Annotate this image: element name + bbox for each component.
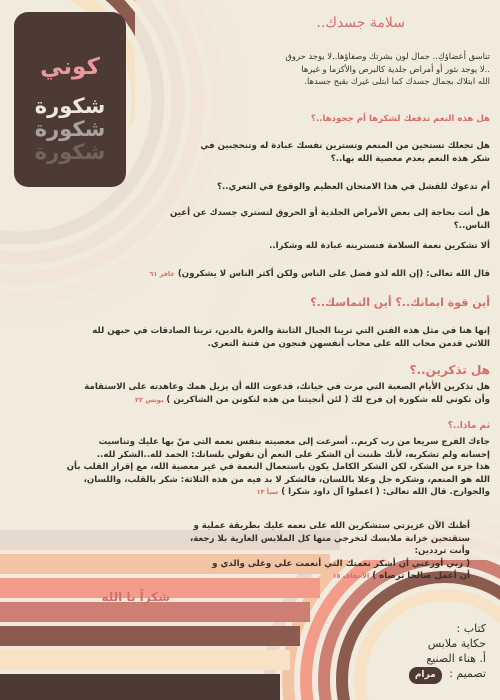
title-panel (14, 12, 126, 187)
paragraph-4-line: ( ربي أوزعني أن أشكر نعمتك التي أنعمت علي وعلى والدي و (212, 558, 470, 569)
paragraph-4-line (10, 570, 470, 583)
intro-line: تناسق أعضاؤكِ.. جمال لون بشرتك وصفاؤها..لا يوجد حروق (285, 51, 490, 61)
designer-badge: مرام (409, 667, 442, 684)
intro-line: الله ابتلاك بجمال جسدك كما ابتلى غيرك بقبح جسدها. (304, 76, 490, 87)
question-5: ألا تشكرين نعمة السلامة فتسترينه عبادة لله وشكرا.. (269, 241, 490, 251)
design-label: تصميم : (449, 667, 486, 680)
paragraph-4-line: وأنت ترددين: (414, 546, 470, 557)
credits (409, 621, 486, 684)
paragraph-3-text: والجوارح. قال الله تعالى: ( اعملوا آل داود شكرا ) (281, 487, 490, 498)
intro-paragraph (150, 50, 490, 88)
paragraph-2-ref: يونس ٢٢ (135, 395, 164, 404)
paragraph-4-line: ستقتحين خزانة ملابسك لتخرجي منها كل الملابس العارية بلا رجعة، (189, 533, 470, 544)
paragraph-3-ref: سبأ ١٣ (256, 488, 279, 497)
paragraph-4-ref: الأحقاف ١٥ (332, 572, 370, 581)
paragraph-2-line: هل تذكرين الأيام الصعبة التي مرت في حياتك، فدعوت الله أن يزيل همك وعاهدته على الاستقامة (84, 382, 490, 392)
question-2 (150, 140, 490, 165)
paragraph-2 (10, 381, 490, 406)
question-2-line: هل تجعلك تستحين من المنعم وتسترين نفسك عبادة له وتنحجبين في (200, 141, 490, 151)
intro-line: ..لا يوجد بثور أو أمراض جلدية كالبرص والأكزما و غيرها (301, 63, 490, 74)
heading-remember: هل تذكرين..؟ (409, 363, 490, 377)
paragraph-1-line: إنها هنا في مثل هذه الفتن التي ترينا الجبال الثابتة والعزة بالدين، ترينا الصادقات في حبهن لله (92, 326, 490, 336)
paragraph-3-line (10, 486, 490, 499)
question-2-line: شكر هذه النعم بعدم معصية الله بها..؟ (330, 153, 490, 164)
question-3: أم تدعوك للفشل في هذا الامتحان العظيم والوقوع في التعري..؟ (217, 182, 490, 192)
paragraph-4-line: أظنك الآن عزيزتي ستشكرين الله على نعمه عليك بطريقة عملية و (193, 521, 470, 531)
paragraph-3 (10, 436, 490, 499)
greeting: سلامة جسدك.. (316, 15, 405, 31)
question-1: هل هذه النعم تدفعك لشكرها أم جحودها..؟ (310, 114, 490, 124)
design-credit (409, 666, 486, 684)
paragraph-3-line: إحسانه ولم تشكريه، لأنك ظننت أن الشكر على النعم أن تقولي بلسانك: الحمد لله..الشكر لله.. (96, 449, 490, 460)
panel-title: كوني (40, 54, 100, 80)
paragraph-3-line: جاءك الفرج سريعا من رب كريم.. أسرعت إلى معصيته بنفس نعمه التي منّ بها عليك وتناسيت (98, 437, 490, 447)
verse-1-text: قال الله تعالى: (إن الله لذو فضل على الناس ولكن أكثر الناس لا يشكرون) (177, 269, 490, 279)
heading-faith: أين قوة ايمانك..؟ أين التماسك..؟ (310, 296, 490, 309)
paragraph-4-text: أن أعمل صالحا ترضاه ) (372, 571, 470, 582)
closing-thanks: شكراً يا الله (101, 590, 170, 604)
panel-word-2: شكورة (34, 117, 106, 141)
paragraph-2-text: وأن تكوني لله شكورة إن فرج لك ( لئن أنجيتنا من هذه لنكونن من الشاكرين ) (166, 394, 490, 405)
panel-word-1: شكورة (34, 94, 106, 118)
paragraph-1-line: اللاتي قدمن محاب الله على محاب أنفسهن فنجون من فتنة التعري. (207, 338, 490, 349)
book-label: كتاب : (456, 622, 486, 635)
verse-1-ref: غافر ٦١ (149, 270, 175, 278)
question-4: هل أنت بحاجة إلى بعض الأمراض الجلدية أو الحروق لتستري جسدك عن أعين الناس..؟ (170, 208, 490, 231)
heading-then-what: ثم ماذا..؟ (447, 421, 490, 431)
author-name: أ. هناء الصنيع (426, 652, 486, 665)
paragraph-1 (10, 325, 490, 350)
paragraph-3-line: الله هو المنعم، وشكره جل وعلا باللسان، فالشكر لا بد فيه من هذه الثلاثة: شكر بالقلب، واللسان، (83, 474, 490, 485)
panel-word-3: شكورة (34, 140, 106, 164)
paragraph-4 (10, 520, 470, 583)
verse-1 (10, 268, 490, 281)
paragraph-3-line: هذا جزء من الشكر، لكن الشكر الكامل يكون باستعمال النعمة في غير معصية الله، مع إقرار القلب بأن (66, 462, 490, 473)
paragraph-2-line (10, 394, 490, 407)
book-title: حكاية ملابس (427, 637, 486, 650)
